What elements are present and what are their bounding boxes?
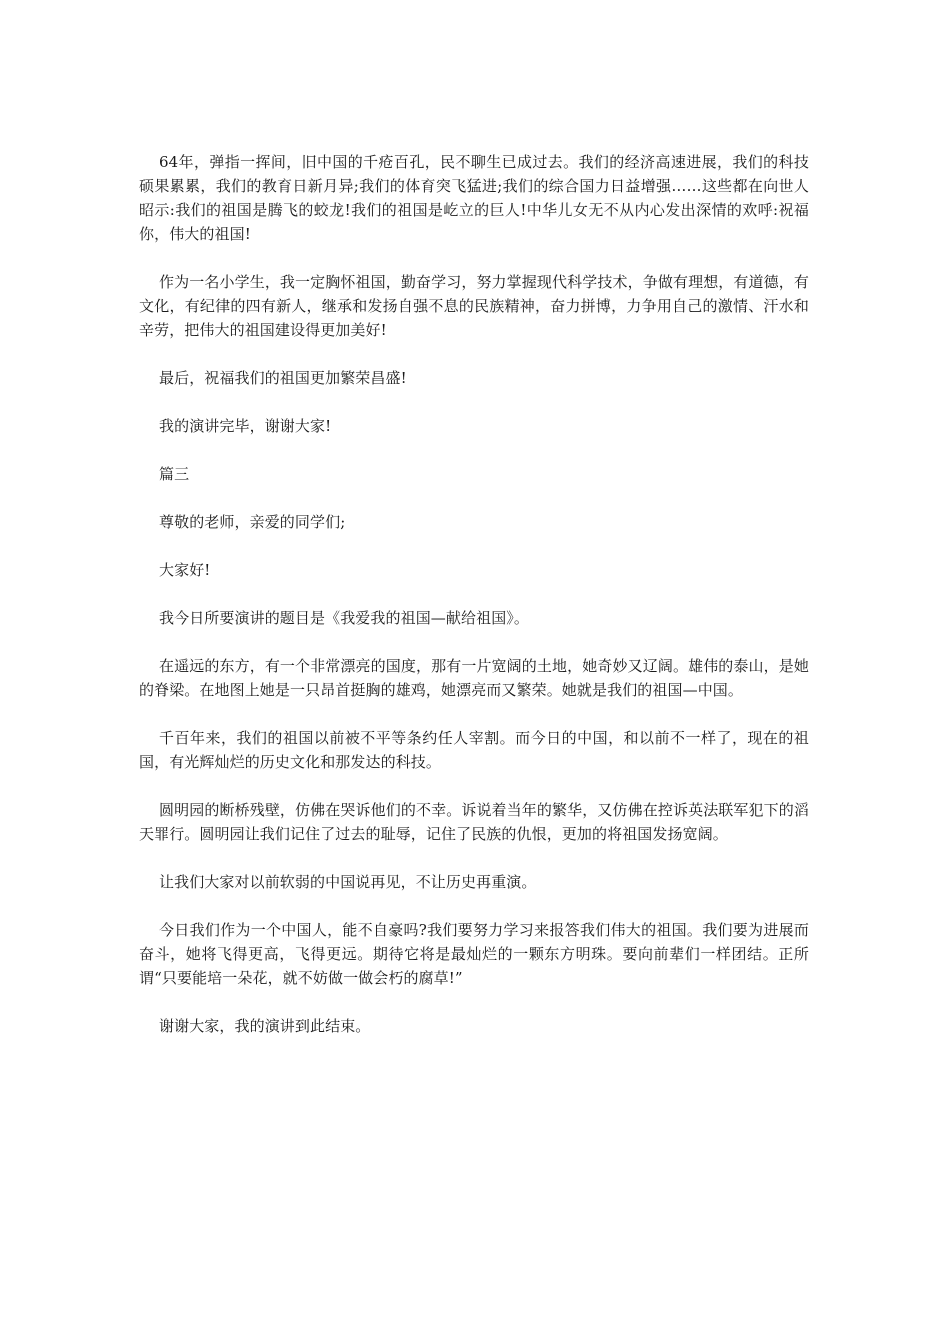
paragraph-4: 我的演讲完毕，谢谢大家! (159, 417, 332, 435)
paragraph-9: 在遥远的东方，有一个非常漂亮的国度，那有一片宽阔的土地，她奇妙又辽阔。雄伟的泰山，是她的脊梁。在地图上她是一只昂首挺胸的雄鸡，她漂亮而又繁荣。她就是我们的祖国—中国。 (139, 657, 809, 699)
document-page (139, 150, 809, 1062)
paragraph-topic: 我今日所要演讲的题目是《我爱我的祖国—献给祖国》。 (159, 609, 530, 627)
closing: 谢谢大家，我的演讲到此结束。 (159, 1017, 371, 1035)
greeting: 大家好! (159, 561, 211, 579)
paragraph-2: 作为一名小学生，我一定胸怀祖国，勤奋学习，努力掌握现代科学技术，争做有理想，有道德，有文化，有纪律的四有新人，继承和发扬自强不息的民族精神，奋力拼博，力争用自己的激情、汗水和辛劳，把伟大的祖国建设得更加美好! (139, 273, 809, 339)
paragraph-10: 千百年来，我们的祖国以前被不平等条约任人宰割。而今日的中国，和以前不一样了，现在的祖国，有光辉灿烂的历史文化和那发达的科技。 (139, 729, 809, 771)
paragraph-12: 让我们大家对以前软弱的中国说再见，不让历史再重演。 (159, 873, 537, 891)
paragraph-1: 64年，弹指一挥间，旧中国的千疮百孔，民不聊生已成过去。我们的经济高速进展，我们的科技硕果累累，我们的教育日新月异;我们的体育突飞猛进;我们的综合国力日益增强……这些都在向世人昭示:我们的祖国是腾飞的蛟龙!我们的祖国是屹立的巨人!中华儿女无不从内心发出深情的欢呼:祝福你，伟大的祖国! (139, 153, 809, 243)
paragraph-3: 最后，祝福我们的祖国更加繁荣昌盛! (159, 369, 407, 387)
paragraph-13: 今日我们作为一个中国人，能不自豪吗?我们要努力学习来报答我们伟大的祖国。我们要为进展而奋斗，她将飞得更高，飞得更远。期待它将是最灿烂的一颗东方明珠。要向前辈们一样团结。正所谓“只要能培一朵花，就不妨做一做会朽的腐草!” (139, 921, 809, 987)
salutation: 尊敬的老师，亲爱的同学们; (159, 513, 346, 531)
section-heading: 篇三 (159, 465, 190, 483)
paragraph-11: 圆明园的断桥残壁，仿佛在哭诉他们的不幸。诉说着当年的繁华，又仿佛在控诉英法联军犯下的滔天罪行。圆明园让我们记住了过去的耻辱，记住了民族的仇恨，更加的将祖国发扬宽阔。 (139, 801, 809, 843)
